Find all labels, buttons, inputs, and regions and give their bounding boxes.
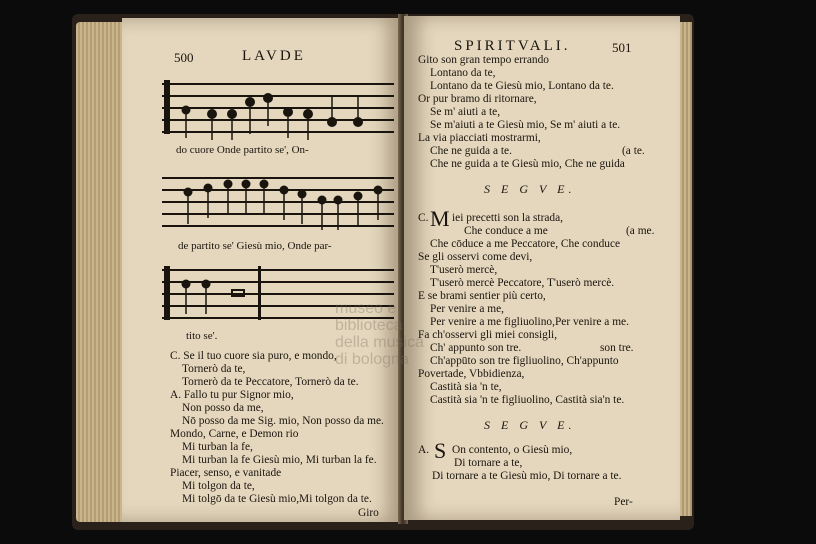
verse-line: Mi turban la fe, (182, 441, 253, 453)
verse-line: Castità sia 'n te figliuolino, Castità sia'n te. (430, 394, 625, 406)
segue-heading-2: S E G V E. (484, 418, 576, 432)
verse-line: Se m'aiuti a te Giesù mio, Se m' aiuti a te. (430, 119, 621, 131)
right-page-header: SPIRITVALI. (454, 38, 571, 54)
verse-line: Per venire a me figliuolino,Per venire a me. (430, 316, 629, 328)
verse-line: Or pur bramo di ritornare, (418, 93, 537, 105)
lyric-line-2: de partito se' Giesù mio, Onde par- (178, 240, 332, 252)
verse-line: Mondo, Carne, e Demon rio (170, 428, 299, 440)
verse-line: Fa ch'osservi gli miei consigli, (418, 329, 558, 341)
verse-line: Povertade, Vbbidienza, (418, 368, 525, 380)
verse-line: E se brami sentier più certo, (418, 290, 546, 302)
right-page-number: 501 (612, 40, 632, 55)
verse-line: T'userò mercè, (430, 264, 498, 276)
verse-line: Che cōduce a me Peccatore, Che conduce (430, 238, 621, 250)
lyric-line-3: tito se'. (186, 330, 218, 342)
lyric-line-1: do cuore Onde partito se', On- (176, 144, 309, 156)
turnover-text: son tre. (600, 342, 634, 354)
verse-line: Mi turban la fe Giesù mio, Mi turban la fe. (182, 454, 377, 466)
verse-line: iei precetti son la strada, (452, 212, 564, 224)
left-page-number: 500 (174, 50, 194, 65)
left-page-header: LAVDE (242, 48, 306, 64)
verse-line: Mi tolgō da te Giesù mio,Mi tolgon da te. (182, 493, 372, 505)
verse-line: Gito son gran tempo errando (418, 54, 549, 66)
turnover-text: (a te. (622, 145, 645, 157)
verse-line: Non posso da me, (182, 402, 264, 414)
museum-watermark: museo e biblioteca della musica di bologna (335, 300, 424, 368)
music-staff-2 (162, 170, 394, 238)
catchword-left: Giro (358, 507, 379, 519)
music-staff-1 (162, 76, 394, 142)
verse-line: On contento, o Giesù mio, (452, 444, 573, 456)
verse-line: Che ne guida a te. (430, 145, 512, 157)
verse-line: Piacer, senso, e vanitade (170, 467, 282, 479)
verse-line: Se m' aiuti a te, (430, 106, 501, 118)
verse-line: C. Se il tuo cuore sia puro, e mondo, (170, 350, 337, 362)
drop-cap: S (434, 438, 447, 463)
verse-line: Ch' appunto son tre. (430, 342, 522, 354)
verse-line: Ch'appūto son tre figliuolino, Ch'appunto (430, 355, 619, 367)
verse-line: La via piacciati mostrarmi, (418, 132, 541, 144)
catchword-right: Per- (614, 496, 633, 508)
right-page (404, 16, 680, 520)
verse-line: Lontano da te Giesù mio, Lontano da te. (430, 80, 614, 92)
left-page (122, 18, 402, 522)
drop-cap: M (430, 206, 450, 231)
verse-line: Per venire a me, (430, 303, 505, 315)
verse-line: Di tornare a te Giesù mio, Di tornare a te. (432, 470, 622, 482)
speaker-label: A. (418, 444, 430, 456)
speaker-label: C. (418, 212, 429, 224)
verse-line: Lontano da te, (430, 67, 496, 79)
verse-line: Se gli osservi come devi, (418, 251, 533, 263)
verse-line: Nō posso da me Sig. mio, Non posso da me. (182, 415, 384, 427)
page-edges-left (76, 22, 128, 522)
verse-line: Tornerò da te Peccatore, Tornerò da te. (182, 376, 359, 388)
verse-line: Castità sia 'n te, (430, 381, 502, 393)
verse-line: A. Fallo tu pur Signor mio, (170, 389, 294, 401)
verse-line: Mi tolgon da te, (182, 480, 255, 492)
turnover-text: (a me. (626, 225, 655, 237)
segue-heading-1: S E G V E. (484, 182, 576, 196)
verse-line: Che conduce a me (464, 225, 548, 237)
verse-line: T'userò mercè Peccatore, T'userò mercè. (430, 277, 615, 289)
verse-line: Tornerò da te, (182, 363, 246, 375)
verse-line: Di tornare a te, (454, 457, 523, 469)
verse-line: Che ne guida a te Giesù mio, Che ne guida (430, 158, 625, 170)
